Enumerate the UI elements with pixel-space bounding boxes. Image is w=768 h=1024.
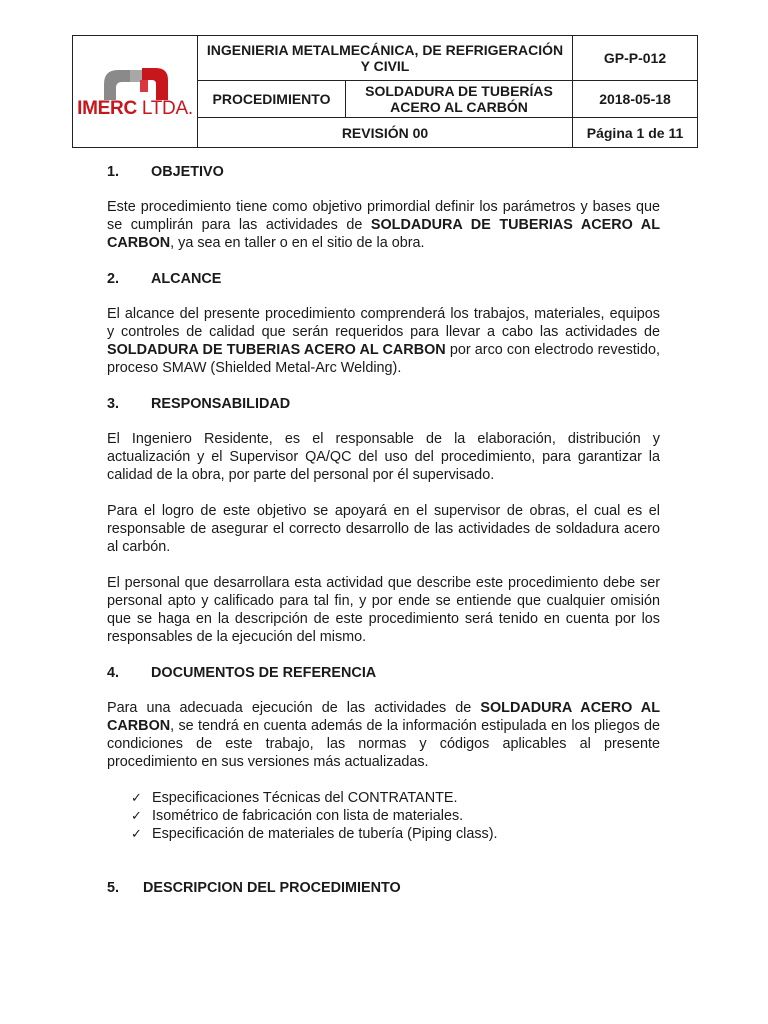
reference-documents-list [107,789,660,843]
company-logo [73,66,197,117]
section-number: 3. [107,396,120,412]
document-header-table [72,35,698,148]
responsabilidad-paragraph-3: El personal que desarrollara esta actividad que describe este procedimiento debe ser personal apto y calificado para tal fin, y por ende se entiende que cualquier omisión que se haga en la descripción de este procedimiento será tenido en cuenta por los responsables de la ejecución del mismo. [107,575,660,645]
section-heading-alcance [107,270,660,288]
document-type-cell: PROCEDIMIENTO [198,81,346,118]
section-title: DOCUMENTOS DE REFERENCIA [151,665,377,681]
alcance-paragraph: El alcance del presente procedimiento comprenderá los trabajos, materiales, equipos y controles de calidad que serán requeridos para llevar a cabo las actividades de SOLDADURA DE TUBERIAS ACERO AL CARBON por arco con electrodo revestido, proceso SMAW (Shielded Metal-Arc Welding). [107,306,660,376]
company-logo-wordmark [77,98,193,119]
responsabilidad-paragraph-2: Para el logro de este objetivo se apoyará en el supervisor de obras, el cual es el responsable de asegurar el correcto desarrollo de las actividades de soldadura acero al carbón. [107,503,660,555]
list-item: ✓ Especificaciones Técnicas del CONTRATANTE. [131,790,458,806]
section-number: 1. [107,164,120,180]
section-title: OBJETIVO [151,164,224,180]
page-number-cell: Página 1 de 11 [573,118,698,148]
document-code-cell: GP-P-012 [573,36,698,81]
company-logo-cell [73,36,198,148]
revision-cell: REVISIÓN 00 [198,118,573,148]
checkmark-icon: ✓ [131,790,142,805]
section-heading-descripcion [107,879,660,897]
section-heading-responsabilidad [107,395,660,413]
logo-suffix-text: LTDA. [141,98,193,119]
section-title: RESPONSABILIDAD [151,396,291,412]
section-heading-objetivo [107,163,660,181]
document-body [107,163,660,897]
checkmark-icon: ✓ [131,826,142,841]
pipe-elbow-logo-icon [102,66,168,100]
list-item: ✓ Especificación de materiales de tubería (Piping class). [131,826,498,842]
company-title-cell: INGENIERIA METALMECÁNICA, DE REFRIGERACIÓN Y CIVIL [198,36,573,81]
section-number: 5. [107,880,120,896]
section-number: 2. [107,271,120,287]
logo-brand-text: IMERC [77,98,137,119]
document-title-cell: SOLDADURA DE TUBERÍAS ACERO AL CARBÓN [346,81,573,118]
list-item: ✓ Isométrico de fabricación con lista de materiales. [131,808,464,824]
documentos-paragraph: Para una adecuada ejecución de las actividades de SOLDADURA ACERO AL CARBON, se tendrá en cuenta además de la información estipulada en los pliegos de condiciones de este trabajo, las normas y códigos aplicables al presente procedimiento en sus versiones más actualizadas. [107,700,660,770]
checkmark-icon: ✓ [131,808,142,823]
section-title: ALCANCE [151,271,222,287]
section-number: 4. [107,665,120,681]
responsabilidad-paragraph-1: El Ingeniero Residente, es el responsable de la elaboración, distribución y actualización y el Supervisor QA/QC del uso del procedimiento, para garantizar la calidad de la obra, por parte del personal por él supervisado. [107,431,660,483]
section-title: DESCRIPCION DEL PROCEDIMIENTO [143,880,401,896]
objetivo-paragraph: Este procedimiento tiene como objetivo primordial definir los parámetros y bases que se cumplirán para las actividades de SOLDADURA DE TUBERIAS ACERO AL CARBON, ya sea en taller o en el sitio de la obra. [107,199,660,251]
document-date-cell: 2018-05-18 [573,81,698,118]
section-heading-documentos [107,664,660,682]
